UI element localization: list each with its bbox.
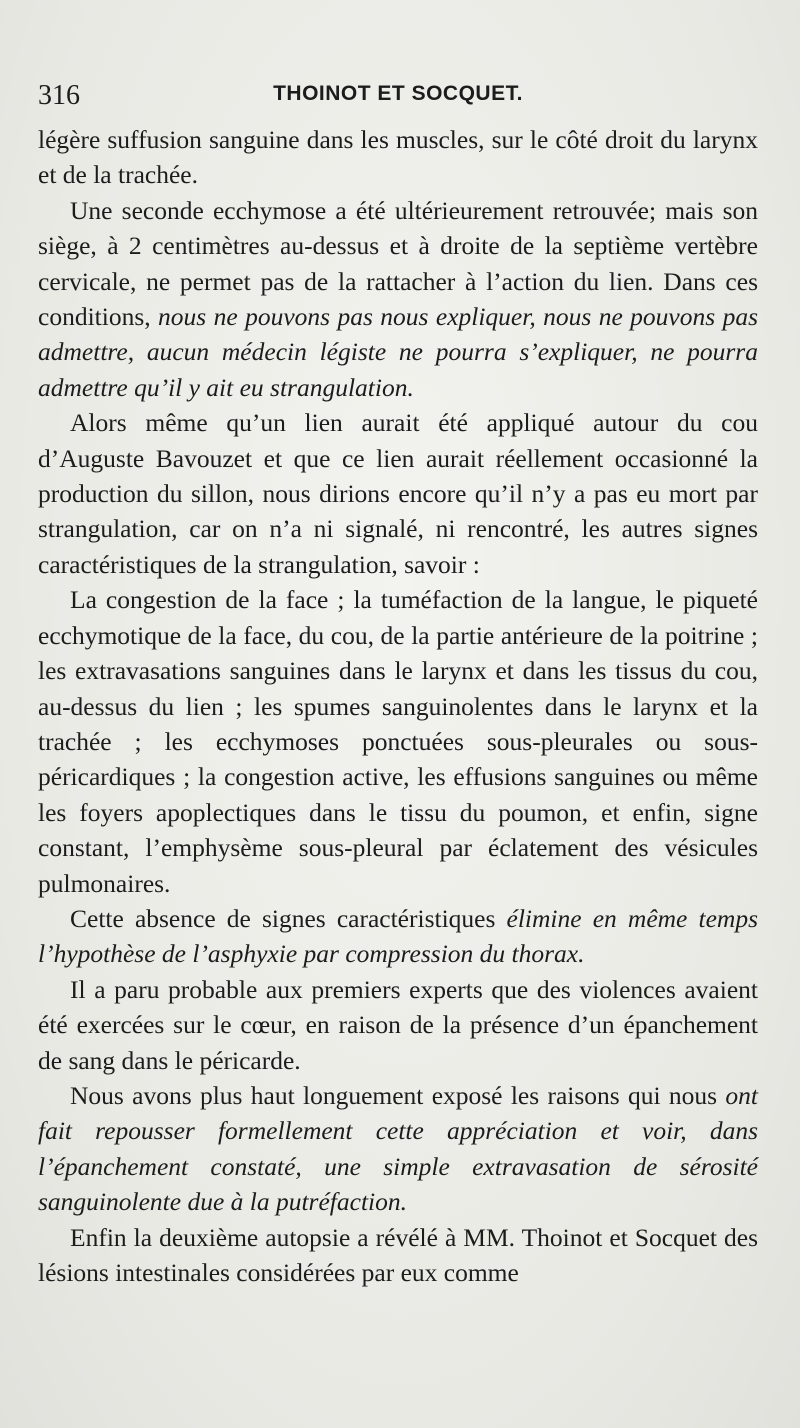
- italic-text-segment: nous ne pouvons pas nous expliquer, nous ne pouvons pas admettre, aucun médecin légiste ne pourra s’expliquer, ne pourra admettre qu’il y ait eu strangulation.: [38, 302, 758, 402]
- italic-text-segment: élimine en même temps l’hypothèse de l’asphyxie par compression du thorax.: [38, 903, 758, 969]
- text-segment: légère suffusion sanguine dans les muscles, sur le côté droit du larynx et de la trachée.: [38, 125, 758, 190]
- italic-text-segment: ont fait repousser formellement cette appréciation et voir, dans l’épanchement constaté, une simple extravasation de sérosité sanguinolente due à la putréfaction.: [38, 1080, 758, 1217]
- paragraph: [38, 582, 758, 901]
- paragraph: [38, 972, 758, 1078]
- paragraph: [38, 1078, 758, 1220]
- paragraph: [38, 122, 758, 193]
- text-segment: Une seconde ecchymose a été ultérieurement retrouvée; mais son siège, à 2 centimètres au-dessus et à droite de la septième vertèbre cervicale, ne permet pas de la rattacher à l’action du lien. Dans ces conditions,: [38, 195, 758, 332]
- page-number: 316: [38, 80, 80, 111]
- text-segment: Il a paru probable aux premiers experts que des violences avaient été exercées sur le cœur, en raison de la présence d’un épanchement de sang dans le péricarde.: [38, 974, 758, 1075]
- text-segment: Cette absence de signes caractéristiques: [70, 903, 507, 933]
- paragraph: [38, 1220, 758, 1291]
- text-segment: Enfin la deuxième autopsie a révélé à MM. Thoinot et Socquet des lésions intestinales considérées par eux comme: [38, 1222, 758, 1287]
- paragraph: [38, 405, 758, 582]
- paragraph: [38, 901, 758, 972]
- text-segment: Nous avons plus haut longuement exposé les raisons qui nous: [70, 1080, 726, 1110]
- text-segment: La congestion de la face ; la tuméfaction de la langue, le piqueté ecchymotique de la face, du cou, de la partie antérieure de la poitrine ; les extravasations sanguines dans le larynx et dans les tissus du cou, au-dessus du lien ; les spumes sanguinolentes dans le larynx et la trachée ; les ecchymoses ponctuées sous-pleurales ou sous-péricardiques ; la congestion active, les effusions sanguines ou même les foyers apoplectiques dans le tissu du poumon, et enfin, signe constant, l’emphysème sous-pleural par éclatement des vésicules pulmonaires.: [38, 585, 758, 898]
- body-text: [38, 122, 758, 1290]
- text-segment: Alors même qu’un lien aurait été appliqué autour du cou d’Auguste Bavouzet et que ce lien aurait réellement occasionné la production du sillon, nous dirions encore qu’il n’y a pas eu mort par strangulation, car on n’a ni signalé, ni rencontré, les autres signes caractéristiques de la strangulation, savoir :: [38, 408, 758, 579]
- running-head: THOINOT ET SOCQUET.: [273, 82, 523, 105]
- page-header: [38, 74, 758, 118]
- paragraph: [38, 193, 758, 405]
